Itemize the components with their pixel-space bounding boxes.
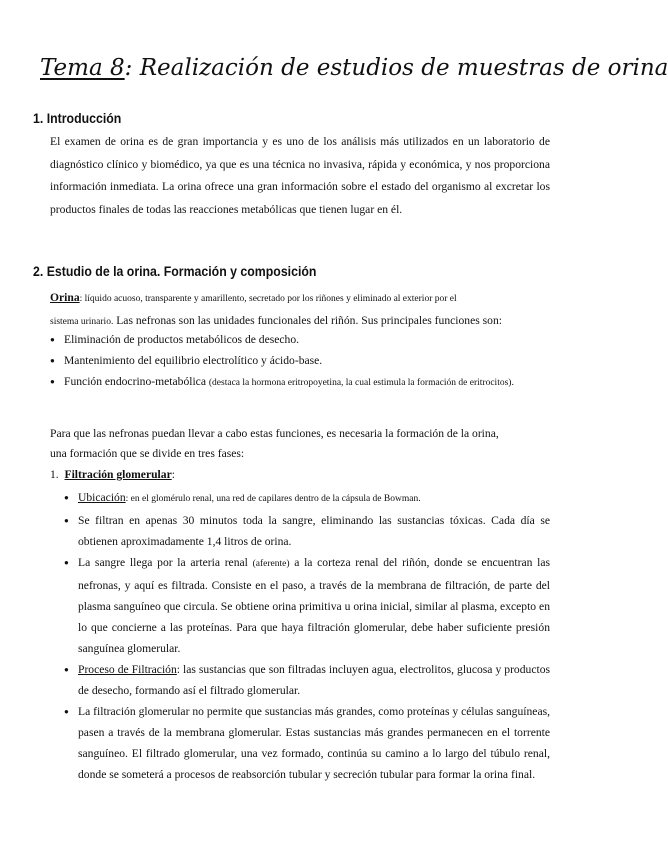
bullet-3-note: (aferente) [252, 559, 290, 569]
phases-intro-line-1: Para que las nefronas puedan llevar a cabo estas funciones, es necesaria la formación de la orina, [50, 427, 499, 440]
orina-definition [50, 287, 550, 333]
title-rest: : Realización de estudios de muestras de orina [124, 55, 668, 81]
list-item: ● Mantenimiento del equilibrio electrolítico y ácido-base. [50, 350, 550, 371]
orina-term: Orina [50, 291, 80, 304]
list-item: ● La filtración glomerular no permite que sustancias más grandes, como proteínas y células sanguíneas, pasen a través de la membrana glomerular. Estas sustancias más grandes permanecen en el torrente sanguíneo. El filtrado glomerular, una vez formado, continúa su camino a lo largo del túbulo renal, donde se someterá a procesos de reabsorción tubular y secreción tubular para formar la orina final. [64, 701, 550, 785]
phase-1-number: 1. [50, 468, 59, 481]
list-item [64, 659, 550, 701]
list-item [64, 487, 550, 510]
nefronas-text: Las nefronas son las unidades funcionales del riñón. Sus principales funciones son: [113, 314, 502, 327]
orina-definition-text: : líquido acuoso, transparente y amarillento, secretado por los riñones y eliminado al exterior por el [79, 294, 457, 304]
introduction-text: El examen de orina es de gran importancia y es uno de los análisis más utilizados en un laboratorio de diagnóstico clínico y biomédico, ya que es una técnica no invasiva, rápida y económica, y nos proporciona información inmediata. La orina ofrece una gran información sobre el estado del organismo al excretar los productos finales de todas las reacciones metabólicas que tienen lugar en él. [50, 135, 550, 216]
phase-1-title: Filtración glomerular [64, 468, 172, 481]
bullet-3-text-a: La sangre llega por la arteria renal [78, 556, 253, 569]
kidney-functions-list [50, 329, 550, 394]
phases-intro [50, 424, 550, 464]
phases-intro-line-2: una formación que se divide en tres fases: [50, 447, 245, 460]
section-2-heading: 2. Estudio de la orina. Formación y composición [33, 263, 317, 279]
ubicacion-text: : en el glomérulo renal, una red de capilares dentro de la cápsula de Bowman. [125, 494, 421, 504]
title-prefix: Tema 8 [40, 55, 125, 81]
function-3-main: Función endocrino-metabólica [64, 375, 209, 388]
list-item: ● Eliminación de productos metabólicos de desecho. [50, 329, 550, 350]
list-item [50, 371, 550, 394]
proceso-label: Proceso de Filtración [78, 663, 177, 676]
orina-definition-text-2: sistema urinario. [50, 317, 114, 327]
ubicacion-label: Ubicación [78, 491, 126, 504]
proceso-text: : las sustancias que son filtradas incluyen agua, electrolitos, glucosa y productos de desecho, formando así el filtrado glomerular. [78, 663, 551, 697]
section-1-heading: 1. Introducción [33, 110, 122, 126]
page-title [40, 50, 668, 86]
function-3-note: (destaca la hormona eritropoyetina, la cual estimula la formación de eritrocitos). [208, 378, 514, 388]
list-item: ● Se filtran en apenas 30 minutos toda la sangre, eliminando las sustancias tóxicas. Cada día se obtienen aproximadamente 1,4 litros de orina. [64, 510, 550, 552]
bullet-3-text-b: a la corteza renal del riñón, donde se encuentran las nefronas, y aquí es filtrada. Consiste en el paso, a través de la membrana de filtración, de parte del plasma sanguíneo que circula. Se obtiene orina primitiva u orina inicial, similar al plasma, excepto en lo que concierne a las proteínas. Para que haya filtración glomerular, debe haber suficiente presión sanguínea glomerular. [78, 556, 550, 655]
phase-1-details-list [64, 487, 550, 785]
list-item [64, 552, 550, 659]
introduction-paragraph [50, 131, 550, 221]
phase-1-colon: : [171, 468, 175, 481]
phase-1-heading [50, 465, 550, 485]
